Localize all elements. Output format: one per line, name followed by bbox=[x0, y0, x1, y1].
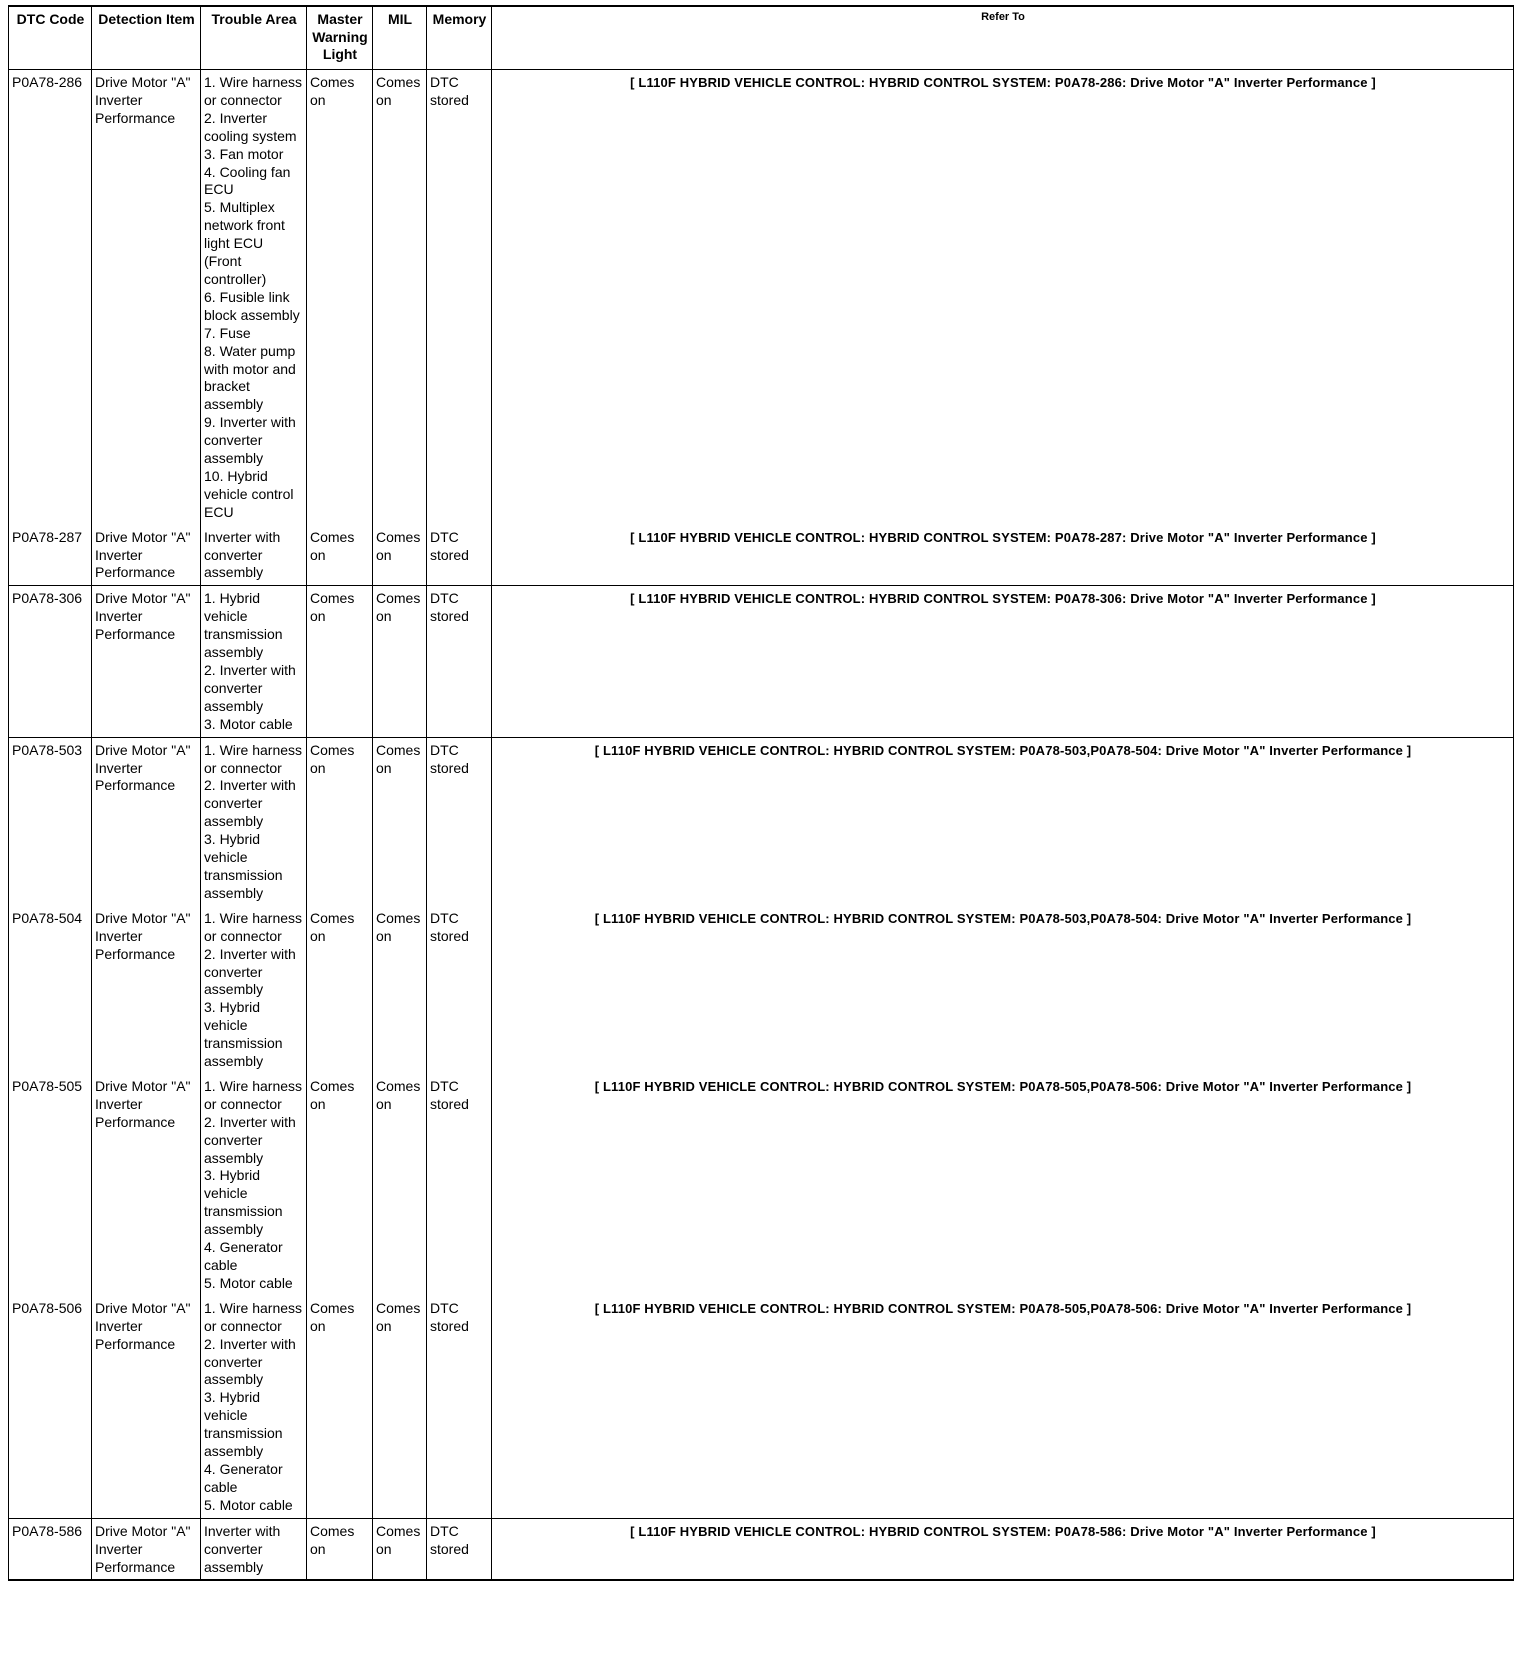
trouble-area-item: Inverter with converter assembly bbox=[204, 528, 281, 581]
memory-cell: DTC stored bbox=[427, 737, 492, 906]
mil-cell: Comes on bbox=[373, 1518, 427, 1580]
trouble-area-cell bbox=[201, 737, 307, 906]
trouble-area-item: 3. Hybrid vehicle transmission assembly bbox=[204, 831, 283, 901]
table-row bbox=[9, 1518, 1514, 1580]
master-warning-light-cell: Comes on bbox=[307, 586, 373, 737]
trouble-area-item: 3. Fan motor bbox=[204, 145, 284, 162]
trouble-area-item: 4. Generator cable bbox=[204, 1460, 283, 1495]
trouble-area-item: 3. Hybrid vehicle transmission assembly bbox=[204, 999, 283, 1070]
dtc-code-cell: P0A78-287 bbox=[9, 525, 92, 586]
trouble-area-item: 5. Motor cable bbox=[204, 1496, 293, 1513]
trouble-area-item: 6. Fusible link block assembly bbox=[204, 288, 300, 323]
dtc-code-cell: P0A78-503 bbox=[9, 737, 92, 906]
header-mil: MIL bbox=[373, 6, 427, 70]
trouble-area-cell bbox=[201, 525, 307, 586]
header-refer-to: Refer To bbox=[492, 6, 1514, 70]
dtc-code-cell: P0A78-586 bbox=[9, 1518, 92, 1580]
trouble-area-item: 2. Inverter with converter assembly bbox=[204, 945, 296, 998]
detection-item-cell: Drive Motor "A" Inverter Performance bbox=[92, 1296, 201, 1518]
memory-cell: DTC stored bbox=[427, 1518, 492, 1580]
detection-item-cell: Drive Motor "A" Inverter Performance bbox=[92, 906, 201, 1074]
memory-cell: DTC stored bbox=[427, 1296, 492, 1518]
trouble-area-item: 1. Wire harness or connector bbox=[204, 1299, 303, 1334]
detection-item-cell: Drive Motor "A" Inverter Performance bbox=[92, 1518, 201, 1580]
master-warning-light-cell: Comes on bbox=[307, 1074, 373, 1296]
trouble-area-item: 4. Generator cable bbox=[204, 1239, 283, 1273]
refer-to-cell: [ L110F HYBRID VEHICLE CONTROL: HYBRID CONTROL SYSTEM: P0A78-505,P0A78-506: Drive Motor "A" Inverter Performance ] bbox=[492, 1074, 1514, 1296]
memory-cell: DTC stored bbox=[427, 525, 492, 586]
table-row bbox=[9, 586, 1514, 737]
mil-cell: Comes on bbox=[373, 737, 427, 906]
mil-cell: Comes on bbox=[373, 906, 427, 1074]
refer-to-cell: [ L110F HYBRID VEHICLE CONTROL: HYBRID CONTROL SYSTEM: P0A78-505,P0A78-506: Drive Motor "A" Inverter Performance ] bbox=[492, 1296, 1514, 1518]
header-memory: Memory bbox=[427, 6, 492, 70]
refer-to-cell: [ L110F HYBRID VEHICLE CONTROL: HYBRID CONTROL SYSTEM: P0A78-503,P0A78-504: Drive Motor "A" Inverter Performance ] bbox=[492, 737, 1514, 906]
master-warning-light-cell: Comes on bbox=[307, 1296, 373, 1518]
trouble-area-item: 2. Inverter with converter assembly bbox=[204, 1113, 296, 1166]
refer-to-cell: [ L110F HYBRID VEHICLE CONTROL: HYBRID CONTROL SYSTEM: P0A78-586: Drive Motor "A" Inverter Performance ] bbox=[492, 1518, 1514, 1580]
memory-cell: DTC stored bbox=[427, 586, 492, 737]
trouble-area-cell bbox=[201, 1518, 307, 1580]
dtc-table bbox=[8, 5, 1514, 1581]
trouble-area-item: 3. Motor cable bbox=[204, 715, 293, 732]
trouble-area-item: 1. Wire harness or connector bbox=[204, 909, 303, 944]
detection-item-cell: Drive Motor "A" Inverter Performance bbox=[92, 1074, 201, 1296]
trouble-area-item: 1. Hybrid vehicle transmission assembly bbox=[204, 590, 283, 661]
trouble-area-cell bbox=[201, 586, 307, 737]
mil-cell: Comes on bbox=[373, 1074, 427, 1296]
trouble-area-item: 1. Wire harness or connector bbox=[204, 1077, 303, 1112]
mil-cell: Comes on bbox=[373, 586, 427, 737]
dtc-code-cell: P0A78-504 bbox=[9, 906, 92, 1074]
master-warning-light-cell: Comes on bbox=[307, 737, 373, 906]
table-row bbox=[9, 1296, 1514, 1518]
refer-to-cell: [ L110F HYBRID VEHICLE CONTROL: HYBRID CONTROL SYSTEM: P0A78-306: Drive Motor "A" Inverter Performance ] bbox=[492, 586, 1514, 737]
refer-to-cell: [ L110F HYBRID VEHICLE CONTROL: HYBRID CONTROL SYSTEM: P0A78-503,P0A78-504: Drive Motor "A" Inverter Performance ] bbox=[492, 906, 1514, 1074]
table-row bbox=[9, 737, 1514, 906]
refer-to-cell: [ L110F HYBRID VEHICLE CONTROL: HYBRID CONTROL SYSTEM: P0A78-287: Drive Motor "A" Inverter Performance ] bbox=[492, 525, 1514, 586]
table-row bbox=[9, 525, 1514, 586]
header-dtc-code: DTC Code bbox=[9, 6, 92, 70]
trouble-area-item: Inverter with converter assembly bbox=[204, 1522, 281, 1575]
memory-cell: DTC stored bbox=[427, 1074, 492, 1296]
detection-item-cell: Drive Motor "A" Inverter Performance bbox=[92, 525, 201, 586]
dtc-code-cell: P0A78-286 bbox=[9, 70, 92, 525]
memory-cell: DTC stored bbox=[427, 70, 492, 525]
dtc-code-cell: P0A78-505 bbox=[9, 1074, 92, 1296]
master-warning-light-cell: Comes on bbox=[307, 906, 373, 1074]
trouble-area-item: 5. Multiplex network front light ECU (Front controller) bbox=[204, 199, 285, 287]
master-warning-light-cell: Comes on bbox=[307, 1518, 373, 1580]
table-row bbox=[9, 906, 1514, 1074]
trouble-area-item: 2. Inverter with converter assembly bbox=[204, 777, 296, 830]
trouble-area-item: 2. Inverter cooling system bbox=[204, 109, 297, 144]
dtc-code-cell: P0A78-506 bbox=[9, 1296, 92, 1518]
trouble-area-cell bbox=[201, 70, 307, 525]
trouble-area-item: 10. Hybrid vehicle control ECU bbox=[204, 467, 294, 520]
trouble-area-item: 1. Wire harness or connector bbox=[204, 74, 303, 108]
header-master-warning-light: Master Warning Light bbox=[307, 6, 373, 70]
mil-cell: Comes on bbox=[373, 1296, 427, 1518]
trouble-area-cell bbox=[201, 906, 307, 1074]
master-warning-light-cell: Comes on bbox=[307, 70, 373, 525]
trouble-area-item: 2. Inverter with converter assembly bbox=[204, 662, 296, 714]
detection-item-cell: Drive Motor "A" Inverter Performance bbox=[92, 737, 201, 906]
trouble-area-item: 2. Inverter with converter assembly bbox=[204, 1335, 296, 1388]
trouble-area-cell bbox=[201, 1296, 307, 1518]
trouble-area-item: 5. Motor cable bbox=[204, 1274, 293, 1291]
trouble-area-item: 8. Water pump with motor and bracket assembly bbox=[204, 342, 296, 413]
trouble-area-item: 1. Wire harness or connector bbox=[204, 741, 303, 776]
refer-to-cell: [ L110F HYBRID VEHICLE CONTROL: HYBRID CONTROL SYSTEM: P0A78-286: Drive Motor "A" Inverter Performance ] bbox=[492, 70, 1514, 525]
detection-item-cell: Drive Motor "A" Inverter Performance bbox=[92, 70, 201, 525]
detection-item-cell: Drive Motor "A" Inverter Performance bbox=[92, 586, 201, 737]
master-warning-light-cell: Comes on bbox=[307, 525, 373, 586]
table-header-row bbox=[9, 6, 1514, 70]
trouble-area-item: 3. Hybrid vehicle transmission assembly bbox=[204, 1167, 283, 1238]
dtc-table-container bbox=[8, 5, 1513, 1581]
trouble-area-item: 3. Hybrid vehicle transmission assembly bbox=[204, 1389, 283, 1460]
trouble-area-item: 7. Fuse bbox=[204, 324, 251, 341]
header-detection-item: Detection Item bbox=[92, 6, 201, 70]
dtc-code-cell: P0A78-306 bbox=[9, 586, 92, 737]
table-row bbox=[9, 1074, 1514, 1296]
header-trouble-area: Trouble Area bbox=[201, 6, 307, 70]
memory-cell: DTC stored bbox=[427, 906, 492, 1074]
trouble-area-item: 4. Cooling fan ECU bbox=[204, 163, 291, 198]
trouble-area-cell bbox=[201, 1074, 307, 1296]
trouble-area-item: 9. Inverter with converter assembly bbox=[204, 414, 296, 467]
table-row bbox=[9, 70, 1514, 525]
table-body bbox=[9, 70, 1514, 1581]
mil-cell: Comes on bbox=[373, 70, 427, 525]
mil-cell: Comes on bbox=[373, 525, 427, 586]
